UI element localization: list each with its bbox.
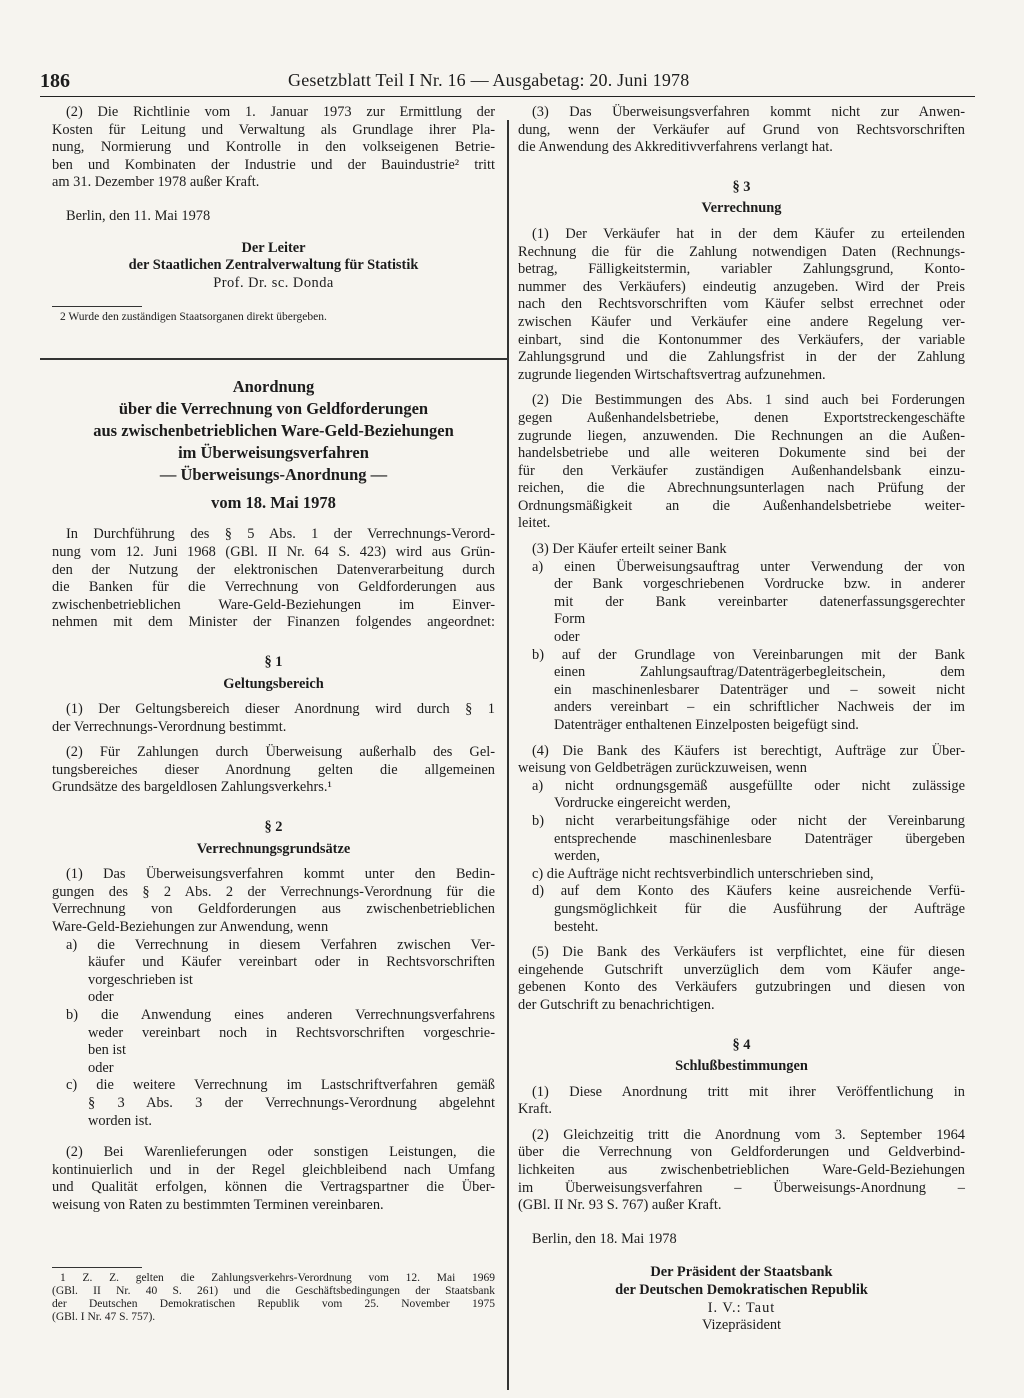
- text-line: weisung von Geldbeträgen zurückzuweisen, wenn: [518, 760, 807, 777]
- list-item: [518, 813, 965, 866]
- list-item: [52, 1077, 495, 1130]
- text-line: ben ist: [88, 1042, 126, 1059]
- conjunction: oder: [88, 989, 114, 1006]
- prev-ordinance-paragraph: [52, 104, 495, 192]
- text-line: (1) Das Überweisungsverfahren kommt unter den Bedin-: [66, 866, 495, 883]
- section-number: § 1: [264, 653, 283, 670]
- text-line: weisung von Raten zu bestimmten Terminen vereinbaren.: [52, 1196, 384, 1213]
- section-heading: Verrechnungsgrundsätze: [196, 840, 351, 857]
- ordinance-title: [52, 376, 495, 486]
- footnote-line: 1 Z. Z. gelten die Zahlungsverkehrs-Verordnung vom 12. Mai 1969: [60, 1271, 495, 1284]
- text-line: b) auf der Grundlage von Vereinbarungen mit der Bank: [532, 646, 965, 663]
- footnote: [52, 1272, 495, 1324]
- text-line: handelsbetriebe und alle weiteren Dokumente sind bei der: [518, 445, 965, 462]
- text-line: kontinuierlich und in der Regel gleichbleibend nach Umfang: [52, 1161, 495, 1178]
- text-line: b) die Anwendung eines anderen Verrechnungsverfahrens: [66, 1007, 495, 1023]
- text-line: tungsbereiches dieser Anordnung gelten die allgemeinen: [52, 761, 495, 778]
- title-line: im Überweisungsverfahren: [178, 443, 369, 463]
- text-line: nung vom 12. Juni 1968 (GBl. II Nr. 64 S. 423) wird aus Grün-: [52, 543, 495, 560]
- text-line: der Bank vorgeschriebenen Vordrucke bzw. in anderer: [554, 576, 965, 593]
- text-line: ben und Kombinaten der Industrie und der Bauindustrie² tritt: [52, 156, 495, 173]
- text-line: b) nicht verarbeitungsfähige oder nicht der Vereinbarung: [532, 812, 965, 829]
- text-line: für den Verkäufer zuständigen Außenhandelsbank einzu-: [518, 462, 965, 479]
- text-line: c) die Aufträge nicht rechtsverbindlich unterschrieben sind,: [532, 865, 874, 882]
- text-line: entsprechende maschinenlesbare Datenträger übergeben: [554, 830, 965, 847]
- text-line: betrag, Fälligkeitstermin, variabler Zahlungsgrund, Konto-: [518, 261, 965, 278]
- text-line: lichkeiten aus zwischenbetrieblichen Ware-Geld-Beziehungen: [518, 1162, 965, 1179]
- text-line: a) nicht ordnungsgemäß ausgefüllte oder nicht zulässige: [532, 777, 965, 794]
- text-line: (2) Gleichzeitig tritt die Anordnung vom 3. September 1964: [532, 1126, 965, 1143]
- text-line: gegen Außenhandelsbetriebe, denen Exportstreckengeschäfte: [518, 409, 965, 426]
- section-heading: Schlußbestimmungen: [675, 1058, 808, 1075]
- text-line: gebenen Konto des Verkäufers gutzubringen und diesen von: [518, 979, 965, 996]
- running-title: Gesetzblatt Teil I Nr. 16 — Ausgabetag: 20. Juni 1978: [288, 70, 690, 90]
- text-line: § 3 Abs. 3 der Verrechnungs-Verordnung abgelehnt: [88, 1094, 495, 1111]
- text-line: Ware-Geld-Beziehungen zur Anwendung, wenn: [52, 919, 329, 936]
- text-line: Verrechnung von Geldforderungen aus zwischenbetrieblichen: [52, 901, 495, 918]
- column-divider: [507, 120, 509, 1390]
- list-item: [518, 778, 965, 813]
- text-line: (2) Die Bestimmungen des Abs. 1 sind auch bei Forderungen: [532, 392, 965, 409]
- text-line: die Anwendung des Akkreditivverfahrens verlangt hat.: [518, 139, 833, 156]
- text-line: zugrunde liegenden Wirtschaftsvertrag aufzunehmen.: [518, 366, 826, 383]
- list-item: [518, 866, 965, 884]
- footnote-line: (GBl. I Nr. 47 S. 757).: [52, 1310, 156, 1323]
- list-item: [518, 883, 965, 936]
- text-line: reichen, die die Abrechnungsunterlagen nach Prüfung der: [518, 480, 965, 497]
- title-line: über die Verrechnung von Geldforderungen: [118, 399, 429, 419]
- text-line: den der Nutzung der elektronischen Datenverarbeitung durch: [52, 561, 495, 578]
- title-line: — Überweisungs-Anordnung —: [159, 465, 388, 485]
- text-line: und Qualität erfolgen, können die Vertragspartner die Über-: [52, 1179, 495, 1196]
- text-line: einbart, sind die Kontonummer des Verkäufers, der variable: [518, 331, 965, 348]
- text-line: zwischenbetrieblichen Ware-Geld-Beziehungen im Einver-: [52, 596, 495, 613]
- text-line: Form: [554, 611, 586, 628]
- preamble: [52, 526, 495, 632]
- place-date: Berlin, den 18. Mai 1978: [532, 1230, 677, 1247]
- section-heading: Verrechnung: [701, 200, 782, 217]
- text-line: der Gutschrift zu benachrichtigen.: [518, 996, 715, 1013]
- text-line: dung, wenn der Verkäufer auf Grund von Rechtsvorschriften: [518, 121, 965, 138]
- text-line: Datenträger enthaltenen Einzelposten beigefügt sind.: [554, 717, 859, 733]
- text-line: Kosten für Leitung und Verwaltung als Grundlage ihrer Pla-: [52, 121, 495, 138]
- signature-title: der Deutschen Demokratischen Republik: [615, 1282, 868, 1299]
- text-line: Vordrucke eingereicht werden,: [554, 795, 731, 812]
- text-line: gungsmöglichkeit für die Ausführung der Aufträge: [554, 900, 965, 917]
- text-line: a) einen Überweisungsauftrag unter Verwendung der von: [532, 558, 965, 575]
- text-line: gungen des § 2 Abs. 2 der Verrechnungs-Verordnung für die: [52, 883, 495, 900]
- text-line: Rechnung die für die Zahlung notwendigen Daten (Rechnungs-: [518, 243, 965, 260]
- text-line: der Verrechnungs-Verordnung bestimmt.: [52, 718, 287, 735]
- list-item: [518, 647, 965, 735]
- text-line: Zahlungsgrund und die Zahlungsfrist in der der Zahlung: [518, 349, 965, 366]
- text-line: nummer des Verkäufers) eindeutig anzugeben. Wird der Preis: [518, 278, 965, 295]
- prev-signature-name: Prof. Dr. sc. Donda: [213, 274, 334, 291]
- conjunction: oder: [88, 1059, 114, 1076]
- text-line: nehmen mit dem Minister der Finanzen folgendes angeordnet:: [52, 614, 495, 631]
- title-line: aus zwischenbetrieblichen Ware-Geld-Beziehungen: [93, 421, 454, 441]
- page-header: [40, 70, 975, 97]
- section-separator: [40, 358, 507, 360]
- text-line: nung, Normierung und Kontrolle in den volkseigenen Betrie-: [52, 139, 495, 156]
- page-number: 186: [40, 70, 70, 92]
- text-line: anders vereinbart – ein schriftlicher Nachweis der im: [554, 699, 965, 716]
- text-line: (1) Der Verkäufer hat in der dem Käufer zu erteilenden: [532, 225, 965, 242]
- signature-role: Vizepräsident: [701, 1317, 782, 1334]
- text-line: (3) Das Überweisungsverfahren kommt nicht zur Anwen-: [532, 104, 965, 120]
- footnote-rule: [52, 306, 142, 307]
- text-line: vorgeschrieben ist: [88, 971, 193, 988]
- text-line: worden ist.: [88, 1112, 152, 1129]
- text-line: (5) Die Bank des Verkäufers ist verpflichtet, eine für diesen: [532, 944, 965, 961]
- signature-name: I. V.: Taut: [707, 1299, 776, 1316]
- text-line: (2) Für Zahlungen durch Überweisung außerhalb des Gel-: [66, 744, 495, 761]
- text-line: die Banken für die Verrechnung von Geldforderungen aus: [52, 579, 495, 596]
- section-heading: Geltungsbereich: [223, 675, 324, 692]
- text-line: zwischen Käufer und Verkäufer eine andere Regelung ver-: [518, 313, 965, 330]
- prev-place-date: Berlin, den 11. Mai 1978: [66, 207, 211, 224]
- text-line: a) die Verrechnung in diesem Verfahren zwischen Ver-: [66, 936, 495, 953]
- text-line: käufer und Käufer vereinbart oder in Rechtsvorschriften: [88, 954, 495, 971]
- ordinance-date: vom 18. Mai 1978: [211, 493, 336, 513]
- text-line: zugrunde liegen, anzuwenden. Die Rechnungen an die Außen-: [518, 427, 965, 444]
- signature-title: Der Präsident der Staatsbank: [650, 1264, 833, 1281]
- text-line: im Überweisungsverfahren – Überweisungs-Anordnung –: [518, 1179, 965, 1196]
- text-line: nach den Rechtsvorschriften vom Käufer selbst errechnet oder: [518, 296, 965, 313]
- prev-signature-title: der Staatlichen Zentralverwaltung für Statistik: [128, 257, 419, 274]
- text-line: leitet.: [518, 515, 551, 532]
- text-line: besteht.: [554, 918, 599, 935]
- text-line: eingehende Gutschrift unverzüglich dem vom Käufer ange-: [518, 961, 965, 978]
- text-line: einen Zahlungsauftrag/Datenträgerbegleitschein, dem: [554, 664, 965, 681]
- section-number: § 2: [264, 819, 283, 836]
- prev-footnote: 2 Wurde den zuständigen Staatsorganen direkt übergeben.: [60, 311, 327, 324]
- list-item: [52, 1007, 495, 1077]
- text-line: (2) Die Richtlinie vom 1. Januar 1973 zur Ermittlung der: [66, 104, 495, 120]
- list-item: [52, 937, 495, 1007]
- text-line: Grundsätze des bargeldlosen Zahlungsverkehrs.¹: [52, 779, 332, 796]
- text-line: (GBl. II Nr. 93 S. 767) außer Kraft.: [518, 1197, 722, 1214]
- text-line: d) auf dem Konto des Käufers keine ausreichende Verfü-: [532, 883, 965, 900]
- text-line: (3) Der Käufer erteilt seiner Bank: [532, 541, 727, 558]
- text-line: c) die weitere Verrechnung im Lastschriftverfahren gemäß: [66, 1077, 495, 1094]
- section-number: § 4: [732, 1036, 751, 1053]
- footnote-rule: [52, 1267, 142, 1268]
- text-line: werden,: [554, 848, 600, 865]
- text-line: mit der Bank vereinbarter datenerfassungsgerechter: [554, 593, 965, 610]
- section-number: § 3: [732, 178, 751, 195]
- text-line: weder vereinbart noch in Rechtsvorschriften vorgeschrie-: [88, 1024, 495, 1041]
- list-item: [518, 559, 965, 647]
- right-column: [518, 104, 965, 1335]
- left-column: [52, 104, 495, 1324]
- text-line: Kraft.: [518, 1101, 552, 1118]
- text-line: (2) Bei Warenlieferungen oder sonstigen Leistungen, die: [66, 1144, 495, 1161]
- conjunction: oder: [554, 629, 580, 646]
- text-line: am 31. Dezember 1978 außer Kraft.: [52, 174, 260, 191]
- text-line: ein maschinenlesbarer Datenträger und – soweit nicht: [554, 681, 965, 698]
- prev-signature-title: Der Leiter: [241, 239, 306, 256]
- footnote-line: (GBl. II Nr. 40 S. 261) und die Geschäftsbedingungen der Staatsbank: [52, 1284, 495, 1297]
- text-line: (1) Diese Anordnung tritt mit ihrer Veröffentlichung in: [532, 1083, 965, 1100]
- text-line: über die Verrechnung von Geldforderungen und Geldverbind-: [518, 1144, 965, 1161]
- text-line: (1) Der Geltungsbereich dieser Anordnung wird durch § 1: [66, 701, 495, 718]
- text-line: (4) Die Bank des Käufers ist berechtigt, Aufträge zur Über-: [532, 742, 965, 759]
- footnote-line: der Deutschen Demokratischen Republik vom 25. November 1975: [52, 1297, 495, 1310]
- title-line: Anordnung: [232, 377, 315, 397]
- text-line: Ordnungsmäßigkeit an die Außenhandelsbetriebe weiter-: [518, 497, 965, 514]
- text-line: In Durchführung des § 5 Abs. 1 der Verrechnungs-Verord-: [66, 526, 495, 543]
